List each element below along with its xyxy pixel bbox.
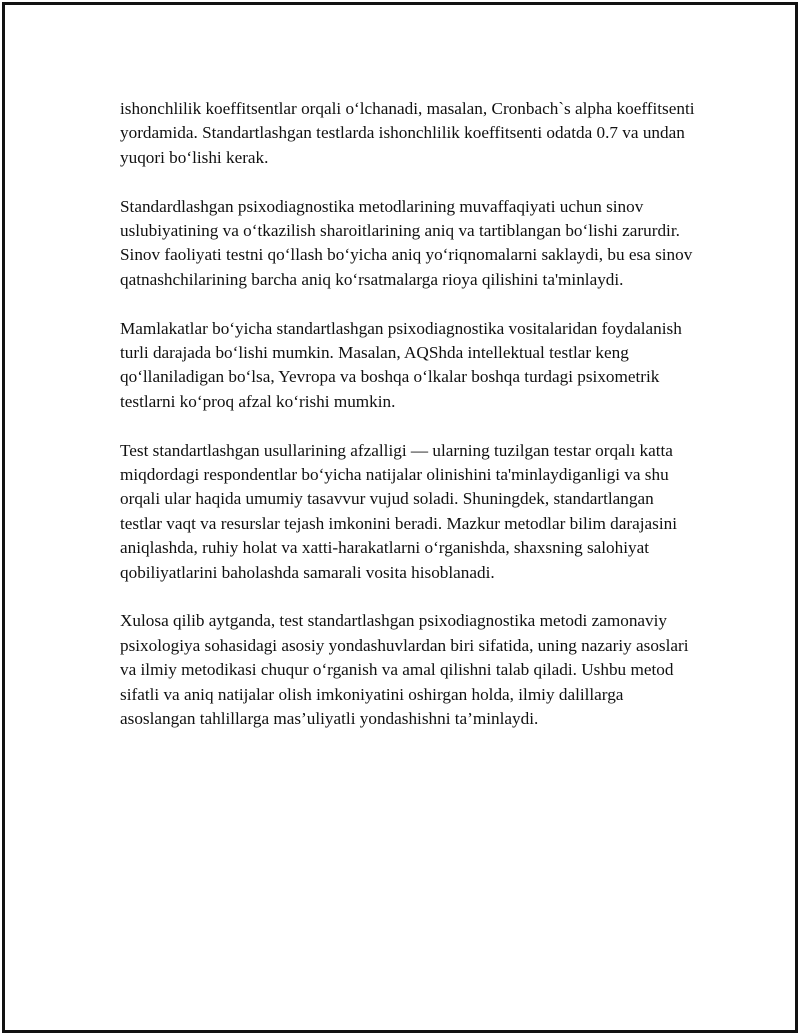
page-border — [2, 2, 798, 1033]
paragraph-reliability: ishonchlilik koeffitsentlar orqali o‘lchanadi, masalan, Cronbach`s alpha koeffitsenti yordamida. Standartlashgan testlarda ishonchlilik koeffitsenti odatda 0.7 va undan yuqori bo‘lishi kerak. — [120, 99, 695, 167]
document-body — [120, 97, 695, 756]
paragraph-country-usage: Mamlakatlar bo‘yicha standartlashgan psixodiagnostika vositalaridan foydalanish turli darajada bo‘lishi mumkin. Masalan, AQShda intellektual testlar keng qo‘llaniladigan bo‘lsa, Yevropa va boshqa o‘lkalar boshqa turdagi psixometrik testlarni ko‘proq afzal ko‘rishi mumkin. — [120, 318, 682, 411]
paragraph-test-conditions: Standardlashgan psixodiagnostika metodlarining muvaffaqiyati uchun sinov uslubiyatining va o‘tkazilish sharoitlarining aniq va tartiblangan bo‘lishi zarurdir. Sinov faoliyati testni qo‘llash bo‘yicha aniq yo‘riqnomalarni saklaydi, bu esa sinov qatnashchilarining barcha aniq ko‘rsatmalarga rioya qilishini ta'minlaydi. — [120, 196, 693, 289]
paragraph-conclusion: Xulosa qilib aytganda, test standartlashgan psixodiagnostika metodi zamonaviy psixologiya sohasidagi asosiy yondashuvlardan biri sifatida, uning nazariy asoslari va ilmiy metodikasi chuqur o‘rganish va amal qilishni talab qiladi. Ushbu metod sifatli va aniq natijalar olish imkoniyatini oshirgan holda, ilmiy dalillarga asoslangan tahlillarga mas’uliyatli yondashishni ta’minlaydi. — [120, 611, 689, 729]
paragraph-advantages: Test standartlashgan usullarining afzalligi — ularning tuzilgan testar orqalı katta miqdordagi respondentlar bo‘yicha natijalar olinishini ta'minlaydiganligi va shu orqali ular haqida umumiy tasavvur vujud soladi. Shuningdek, standartlangan testlar vaqt va resurslar tejash imkonini beradi. Mazkur metodlar bilim darajasini aniqlashda, ruhiy holat va xatti-harakatlarni o‘rganishda, shaxsning salohiyat qobiliyatlarini baholashda samarali vosita hisoblanadi. — [120, 440, 677, 582]
